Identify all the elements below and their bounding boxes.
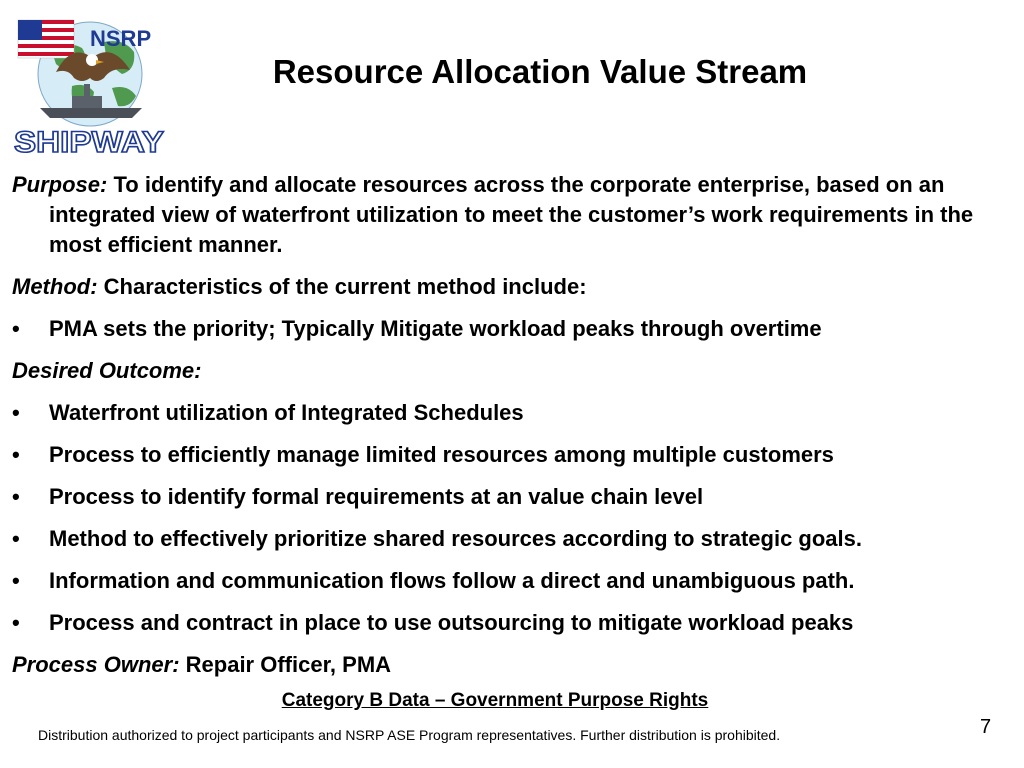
bullet-dot: • [12,316,20,341]
desired-outcome-heading [12,356,1012,386]
outcome-bullet [12,566,1012,596]
bullet-text: Process to identify formal requirements at an value chain level [49,484,704,509]
outcome-bullet [12,608,1012,638]
purpose-paragraph [12,170,1012,260]
method-paragraph [12,272,1012,302]
bullet-text: Process to efficiently manage limited resources among multiple customers [49,442,834,467]
purpose-label: Purpose: [12,172,108,197]
bullet-text: PMA sets the priority; Typically Mitigate workload peaks through overtime [49,316,822,341]
purpose-text: To identify and allocate resources across the corporate enterprise, based on an integrated view of waterfront utilization to meet the customer’s work requirements in the most efficient manner. [49,172,974,257]
method-text: Characteristics of the current method include: [103,274,587,299]
method-label: Method: [12,274,98,299]
bullet-dot: • [12,568,20,593]
data-category-notice: Category B Data – Government Purpose Rights [281,690,709,711]
bullet-dot: • [12,526,20,551]
bullet-text: Information and communication flows follow a direct and unambiguous path. [49,568,855,593]
bullet-text: Waterfront utilization of Integrated Schedules [49,400,524,425]
process-owner-label: Process Owner: [12,652,180,677]
bullet-text: Method to effectively prioritize shared resources according to strategic goals. [49,526,862,551]
logo-top-text: NSRP [90,26,152,51]
logo-bottom-text: SHIPWAY [14,126,164,158]
outcome-bullet [12,524,1012,554]
slide-title: Resource Allocation Value Stream [272,53,808,90]
slide-body [12,170,1012,680]
bullet-dot: • [12,610,20,635]
page-number: 7 [980,716,992,738]
bullet-dot: • [12,484,20,509]
bullet-dot: • [12,442,20,467]
desired-outcome-label: Desired Outcome: [12,358,202,383]
distribution-notice: Distribution authorized to project participants and NSRP ASE Program representatives. Further distribution is prohibited. [38,727,781,743]
bullet-dot: • [12,400,20,425]
process-owner [12,650,1012,680]
bullet-text: Process and contract in place to use outsourcing to mitigate workload peaks [49,610,854,635]
outcome-bullet [12,440,1012,470]
outcome-bullet [12,482,1012,512]
method-bullet [12,314,1012,344]
process-owner-value: Repair Officer, PMA [185,652,392,677]
outcome-bullet [12,398,1012,428]
nsrp-shipway-logo [12,12,172,158]
